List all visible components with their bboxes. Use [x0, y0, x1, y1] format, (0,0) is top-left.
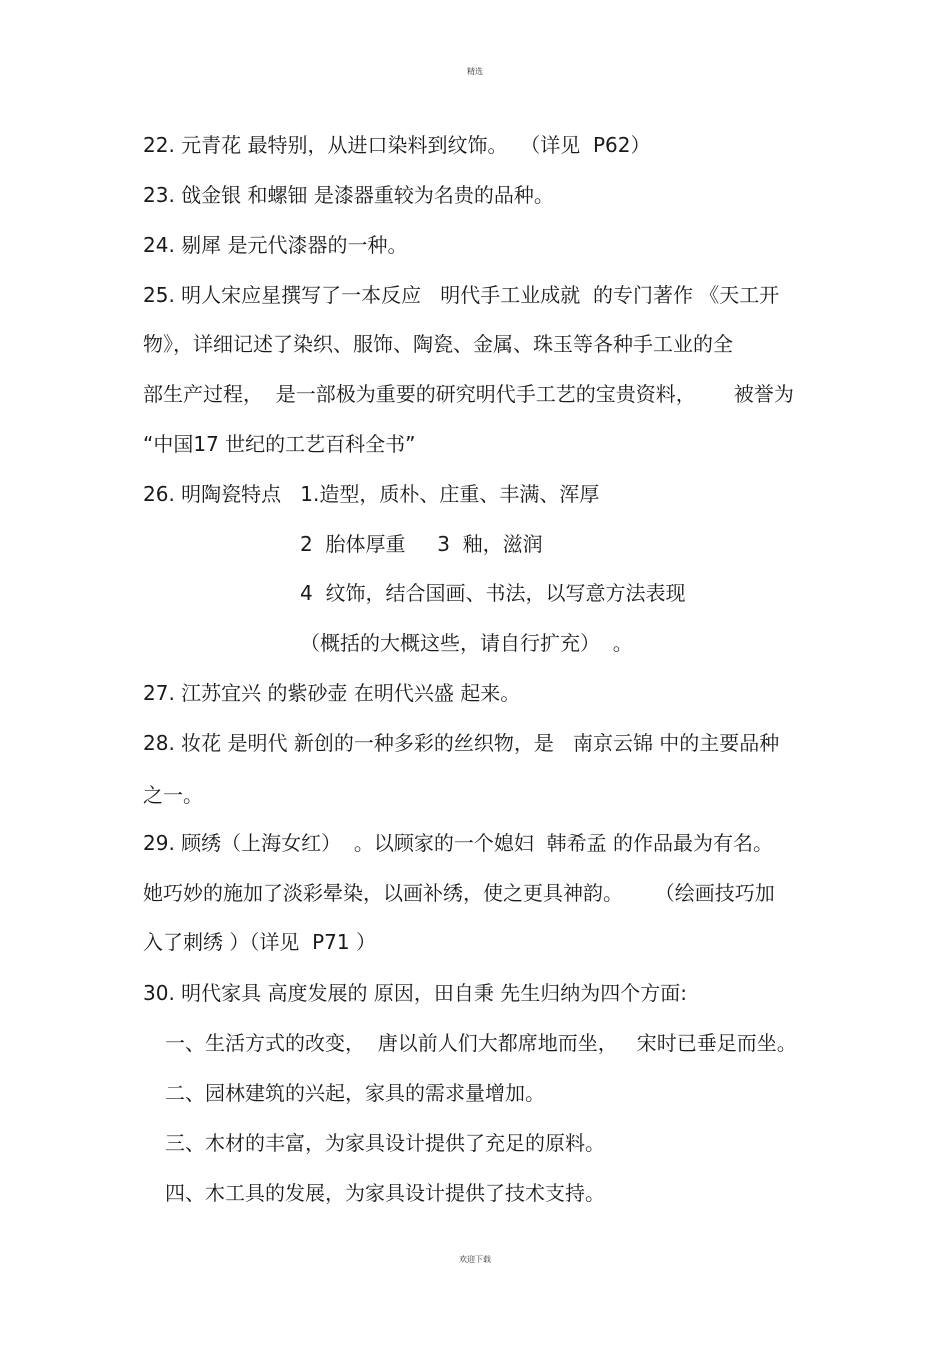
item-30-point-1: 一、生活方式的改变， 唐以前人们大都席地而坐， 宋时已垂足而坐。: [165, 1031, 797, 1055]
item-30-line-1: 30. 明代家具 高度发展的 原因，田自秉 先生归纳为四个方面:: [143, 981, 687, 1005]
item-26-line-3: 4 纹饰，结合国画、书法，以写意方法表现: [300, 581, 686, 605]
item-25-line-2: 物》，详细记述了染织、服饰、陶瓷、金属、珠玉等各种手工业的全: [143, 332, 733, 356]
item-28-line-2: 之一。: [143, 783, 203, 807]
item-25-line-1: 25. 明人宋应星撰写了一本反应 明代手工业成就 的专门著作 《天工开: [143, 283, 780, 307]
item-26-line-2: 2 胎体厚重 3 釉，滋润: [300, 532, 543, 556]
item-26-line-4: （概括的大概这些，请自行扩充） 。: [300, 631, 633, 655]
item-26-line-1: 26. 明陶瓷特点 1.造型，质朴、庄重、丰满、浑厚: [143, 482, 600, 506]
item-30-point-2: 二、园林建筑的兴起，家具的需求量增加。: [165, 1081, 545, 1105]
item-27-line: 27. 江苏宜兴 的紫砂壶 在明代兴盛 起来。: [143, 681, 521, 705]
item-23-line: 23. 戗金银 和螺钿 是漆器重较为名贵的品种。: [143, 183, 554, 207]
item-24-line: 24. 剔犀 是元代漆器的一种。: [143, 233, 408, 257]
item-29-line-1: 29. 顾绣（上海女红） 。以顾家的一个媳妇 韩希孟 的作品最为有名。: [143, 831, 773, 855]
item-25-line-4: “中国17 世纪的工艺百科全书”: [143, 432, 416, 456]
item-22-line: 22. 元青花 最特别，从进口染料到纹饰。 （详见 P62）: [143, 133, 651, 157]
item-30-point-4: 四、木工具的发展，为家具设计提供了技术支持。: [165, 1181, 605, 1205]
item-29-line-3: 入了刺绣 ）（详见 P71 ）: [143, 930, 376, 954]
page-footer: 欢迎下载: [459, 1255, 491, 1264]
page-header: 精选: [467, 67, 483, 76]
item-28-line-1: 28. 妆花 是明代 新创的一种多彩的丝织物，是 南京云锦 中的主要品种: [143, 731, 780, 755]
item-29-line-2: 她巧妙的施加了淡彩晕染，以画补绣，使之更具神韵。 （绘画技巧加: [143, 881, 775, 905]
item-25-line-3: 部生产过程， 是一部极为重要的研究明代手工艺的宝贵资料， 被誉为: [143, 382, 794, 406]
item-30-point-3: 三、木材的丰富，为家具设计提供了充足的原料。: [165, 1131, 605, 1155]
